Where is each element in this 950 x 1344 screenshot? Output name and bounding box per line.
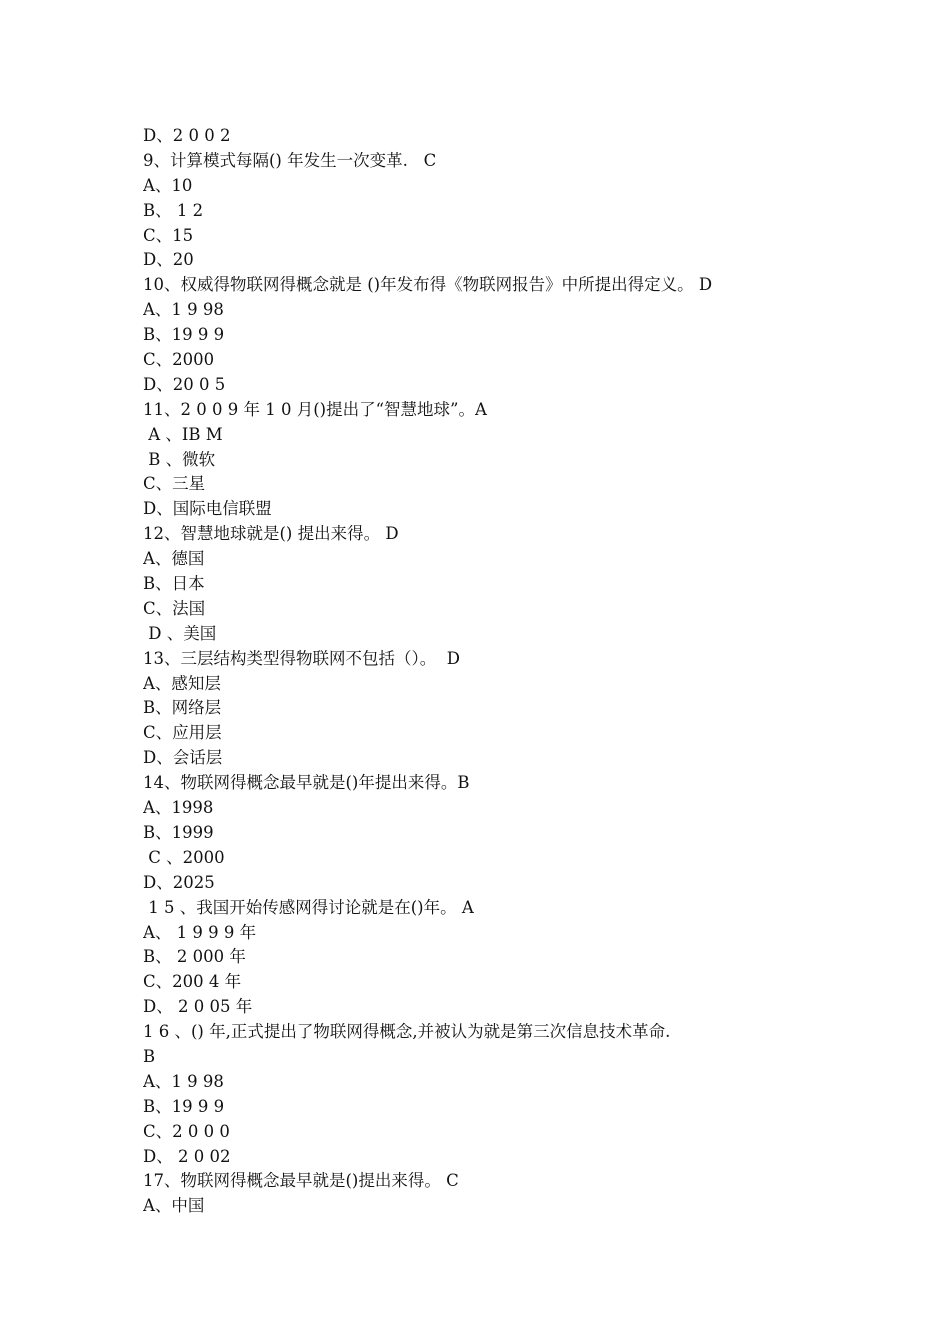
option-line: A、 1 9 9 9 年	[143, 922, 257, 942]
option-line: A、1998	[143, 798, 214, 818]
option-line: A 、IB M	[143, 424, 223, 444]
answer-line: B	[143, 1046, 156, 1066]
option-line: B 、微软	[143, 449, 216, 469]
option-line: B、 1 2	[143, 200, 204, 220]
option-line: C、200 4 年	[143, 972, 242, 992]
option-line: C 、2000	[143, 847, 225, 867]
option-line: B、1999	[143, 822, 214, 842]
document-body	[143, 124, 823, 1219]
option-line: C、15	[143, 225, 194, 245]
option-line: C、法国	[143, 598, 206, 618]
question-16: 1 6 、() 年,正式提出了物联网得概念,并被认为就是第三次信息技术革命.	[143, 1022, 671, 1042]
question-10: 10、权威得物联网得概念就是 ()年发布得《物联网报告》中所提出得定义。 D	[143, 275, 713, 295]
option-line: A、感知层	[143, 673, 221, 693]
question-13: 13、三层结构类型得物联网不包括（）。 D	[143, 648, 460, 668]
option-line: C、2 0 0 0	[143, 1121, 230, 1141]
question-15: 1 5 、我国开始传感网得讨论就是在()年。 A	[143, 897, 474, 917]
option-line: A、中国	[143, 1196, 205, 1216]
option-line: A、德国	[143, 549, 205, 569]
text-line: D、2 0 0 2	[143, 126, 231, 145]
option-line: D、2025	[143, 872, 215, 892]
question-17: 17、物联网得概念最早就是()提出来得。 C	[143, 1171, 459, 1191]
question-14: 14、物联网得概念最早就是()年提出来得。B	[143, 773, 470, 793]
option-line: D、 2 0 05 年	[143, 997, 253, 1017]
option-line: C、三星	[143, 474, 206, 494]
option-line: A、10	[143, 175, 193, 195]
option-line: B、 2 000 年	[143, 947, 246, 967]
option-line: B、网络层	[143, 698, 222, 718]
question-9: 9、计算模式每隔() 年发生一次变革. C	[143, 150, 437, 170]
option-line: D、20 0 5	[143, 374, 226, 394]
question-11: 11、2 0 0 9 年 1 0 月()提出了“智慧地球”。A	[143, 399, 487, 419]
option-line: D、 2 0 02	[143, 1146, 231, 1166]
option-line: D、20	[143, 250, 194, 270]
question-12: 12、智慧地球就是() 提出来得。 D	[143, 524, 399, 544]
option-line: C、2000	[143, 350, 215, 370]
option-line: D 、美国	[143, 623, 217, 643]
option-line: B、日本	[143, 574, 205, 594]
option-line: D、国际电信联盟	[143, 499, 272, 519]
option-line: D、会话层	[143, 748, 223, 768]
option-line: A、1 9 98	[143, 1071, 224, 1091]
option-line: B、19 9 9	[143, 325, 225, 345]
option-line: A、1 9 98	[143, 300, 224, 320]
option-line: B、19 9 9	[143, 1096, 225, 1116]
option-line: C、应用层	[143, 723, 222, 743]
